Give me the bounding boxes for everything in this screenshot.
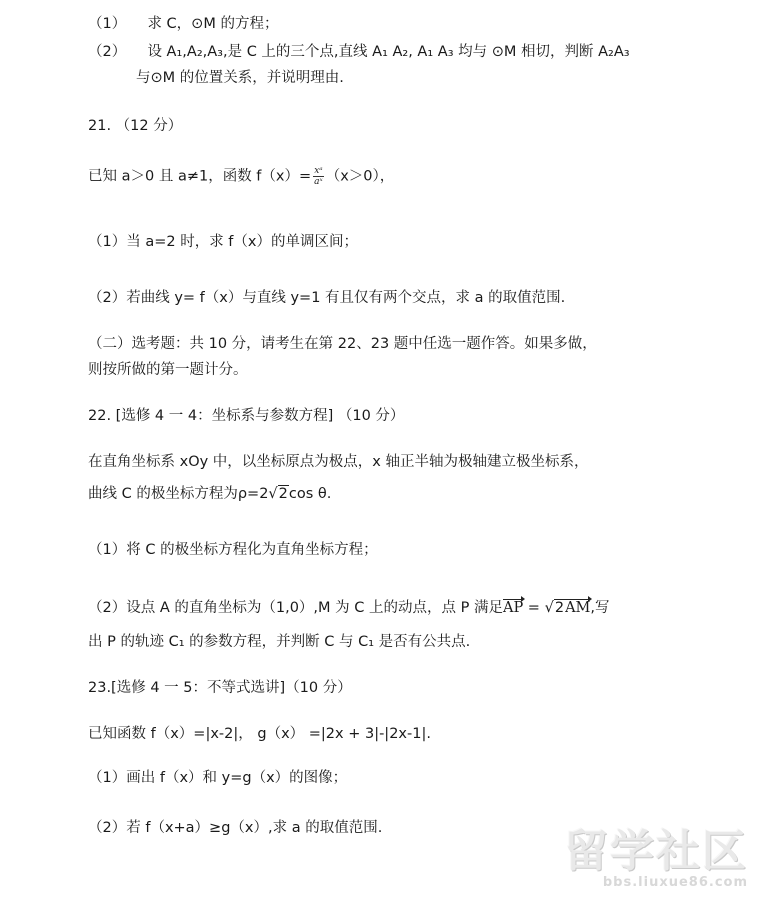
q22-header: 22. [选修 4 一 4：坐标系与参数方程] （10 分） <box>88 408 405 424</box>
q21-frac-num: xᵃ <box>314 166 323 176</box>
q20-sub1-num: （1） <box>88 16 127 32</box>
q22-sub2: （2）设点 A 的直角坐标为（1,0）,M 为 C 上的动点，点 P 满足AP = √2AM,写 <box>88 600 610 616</box>
q20-sub2 <box>88 42 630 62</box>
q22-sub2-cont: 出 P 的轨迹 C₁ 的参数方程，并判断 C 与 C₁ 是否有公共点. <box>88 634 471 650</box>
q21-sub1: （1）当 a=2 时，求 f（x）的单调区间； <box>88 234 358 250</box>
q21-intro-b: （x＞0）， <box>325 168 395 185</box>
q22-sqrt-2: 2 <box>554 600 565 616</box>
optional-line2: 则按所做的第一题计分。 <box>88 362 248 378</box>
q22-intro2-a: 曲线 C 的极坐标方程为ρ=2 <box>88 486 269 502</box>
q22-sub2-a: （2）设点 A 的直角坐标为（1,0）,M 为 C 上的动点，点 P 满足 <box>88 600 503 616</box>
q22-intro2-sqrt: 2 <box>278 486 288 502</box>
q21-fraction <box>313 166 324 187</box>
q22-intro2: 曲线 C 的极坐标方程为ρ=2√2cos θ. <box>88 486 332 502</box>
q21-intro <box>88 166 394 187</box>
q21-frac-den: aˣ <box>314 177 323 187</box>
q22-intro1: 在直角坐标系 xOy 中，以坐标原点为极点，x 轴正半轴为极轴建立极坐标系， <box>88 454 589 470</box>
watermark-logo: 留学社区 <box>564 826 748 877</box>
q23-header: 23.[选修 4 一 5：不等式选讲]（10 分） <box>88 680 352 696</box>
q22-sub1: （1）将 C 的极坐标方程化为直角坐标方程； <box>88 542 378 558</box>
vector-am: AM <box>565 600 591 616</box>
q22-intro2-b: cos θ. <box>288 486 332 502</box>
vector-ap: AP <box>502 600 524 616</box>
q23-intro: 已知函数 f（x）=|x-2|， g（x） =|2x + 3|-|2x-1|. <box>88 726 431 742</box>
q20-sub2-text: 设 A₁,A₂,A₃,是 C 上的三个点,直线 A₁ A₂, A₁ A₃ 均与 ⊙M 相切，判断 A₂A₃ <box>147 44 630 60</box>
q21-intro-a: 已知 a＞0 且 a≠1，函数 f（x）= <box>88 168 312 185</box>
optional-line1: （二）选考题：共 10 分，请考生在第 22、23 题中任选一题作答。如果多做， <box>88 336 597 352</box>
q23-sub2: （2）若 f（x+a）≥g（x）,求 a 的取值范围. <box>88 820 383 836</box>
q23-sub1: （1）画出 f（x）和 y=g（x）的图像； <box>88 770 348 786</box>
q22-sub2-b: ,写 <box>590 600 610 616</box>
q21-sub2: （2）若曲线 y= f（x）与直线 y=1 有且仅有两个交点，求 a 的取值范围. <box>88 290 566 306</box>
q20-sub2-num: （2） <box>88 44 127 60</box>
watermark <box>564 826 748 890</box>
q22-eq-sign: = <box>523 600 545 616</box>
q21-header: 21. （12 分） <box>88 118 183 134</box>
q20-sub2-cont: 与⊙M 的位置关系，并说明理由. <box>136 70 344 86</box>
watermark-url: bbs.liuxue86.com <box>602 875 748 890</box>
q20-sub1-text: 求 C，⊙M 的方程； <box>147 16 279 32</box>
q20-sub1 <box>88 14 278 34</box>
